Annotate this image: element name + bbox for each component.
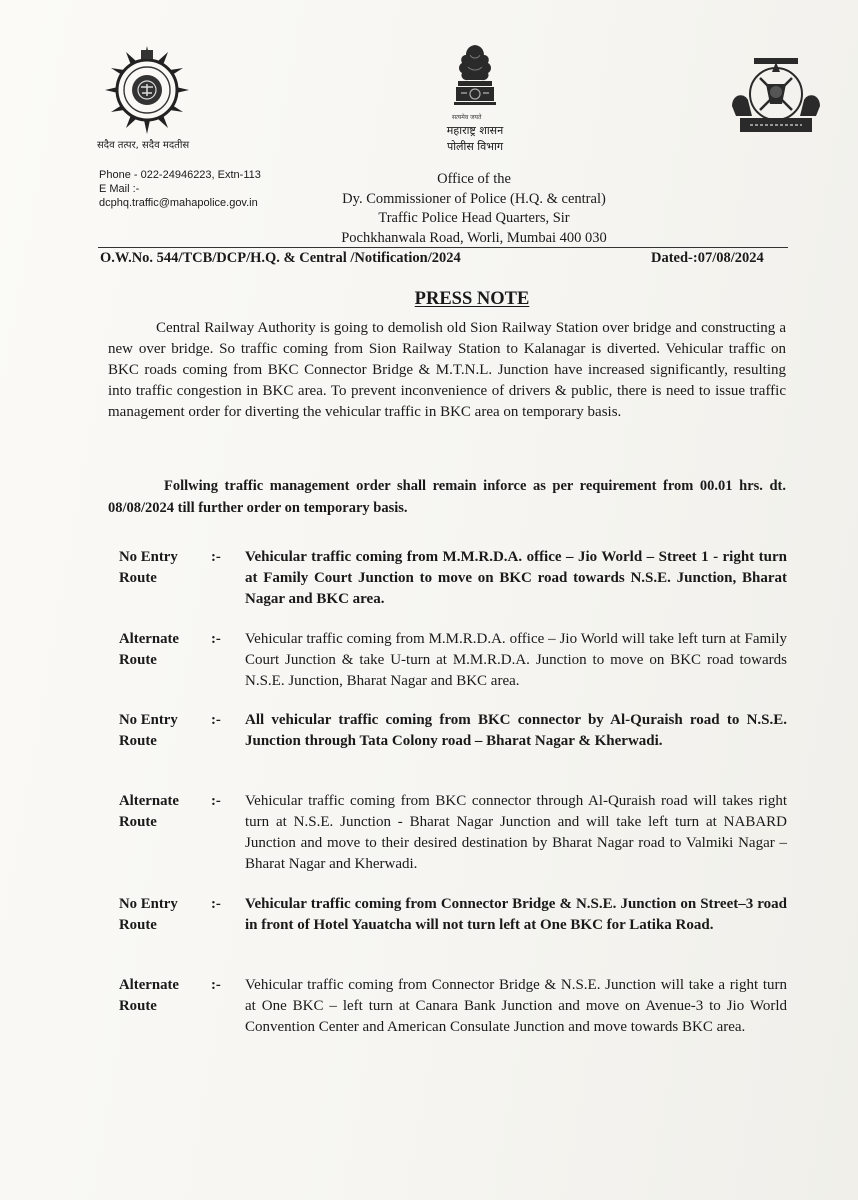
route-label: No Entry Route (119, 549, 178, 586)
office-line: Dy. Commissioner of Police (H.Q. & central) (342, 190, 606, 207)
intro-paragraph: Central Railway Authority is going to demolish old Sion Railway Station over bridge and constructing a new over bridge. So traffic coming from Sion Railway Station to Kalanagar is diverted. Vehicular traffic on BKC roads coming from BKC Connector Bridge & M.T.N.L. Junction have increased significantly, resulting into traffic congestion in BKC area. To prevent inconvenience of drivers & public, there is need to issue traffic management order for diverting the vehicular traffic in BKC area on temporary basis. (108, 320, 786, 420)
email-address: dcphq.traffic@mahapolice.gov.in (99, 197, 258, 209)
department-name: पोलीस विभाग (446, 140, 504, 153)
route-label: No Entry Route (119, 896, 178, 933)
route-text: Vehicular traffic coming from M.M.R.D.A. office – Jio World will take left turn at Family Court Junction & take U-turn at M.M.R.D.A. Junction to move on BKC road towards N.S.E. Junction, Bharat Nagar and BKC area. (245, 631, 787, 689)
mumbai-police-anniversary-logo-icon (726, 54, 826, 140)
office-line: Pochkhanwala Road, Worli, Mumbai 400 030 (341, 229, 607, 246)
route-label: Alternate Route (119, 631, 179, 668)
route-text: All vehicular traffic coming from BKC connector by Al-Quraish road to N.S.E. Junction through Tata Colony road – Bharat Nagar & Kherwadi. (245, 712, 787, 749)
office-address (280, 170, 668, 248)
reference-number: O.W.No. 544/TCB/DCP/H.Q. & Central /Notification/2024 (100, 250, 461, 266)
route-label: No Entry Route (119, 712, 178, 749)
email-label: E Mail :- (99, 183, 140, 195)
route-separator: :- (211, 977, 221, 993)
national-emblem-icon (446, 41, 504, 113)
office-line: Traffic Police Head Quarters, Sir (378, 210, 570, 226)
state-name: महाराष्ट्र शासन (446, 124, 504, 137)
route-separator: :- (211, 712, 221, 728)
route-text: Vehicular traffic coming from Connector Bridge & N.S.E. Junction on Street–3 road in front of Hotel Yauatcha will not turn left at One BKC for Latika Road. (245, 896, 787, 933)
phone-number: Phone - 022-24946223, Extn-113 (99, 169, 261, 181)
office-line: Office of the (437, 171, 511, 187)
press-note-title: PRESS NOTE (414, 289, 530, 309)
contact-details (99, 168, 261, 210)
route-text: Vehicular traffic coming from Connector Bridge & N.S.E. Junction will take a right turn at One BKC – left turn at Canara Bank Junction and move on Avenue-3 to Jio World Convention Center and American Consulate Junction and move towards BKC area. (245, 977, 787, 1035)
route-text: Vehicular traffic coming from M.M.R.D.A. office – Jio World – Street 1 - right turn at Family Court Junction to move on BKC road towards N.S.E. Junction, Bharat Nagar and BKC area. (245, 549, 787, 607)
route-text: Vehicular traffic coming from BKC connector through Al-Quraish road will takes right turn at N.S.E. Junction - Bharat Nagar Junction and will take left turn at NABARD Junction and move to their desired destination by Bharat Nagar road to Valmiki Nagar – Bharat Nagar and Kherwadi. (245, 793, 787, 872)
document-date: Dated-:07/08/2024 (651, 250, 764, 266)
route-separator: :- (211, 896, 221, 912)
route-label: Alternate Route (119, 793, 179, 830)
order-statement: Follwing traffic management order shall remain inforce as per requirement from 00.01 hrs. dt. 08/08/2024 till further order on temporary basis. (108, 478, 786, 516)
route-separator: :- (211, 631, 221, 647)
police-motto: सदैव तत्पर, सदैव मदतीस (97, 140, 190, 151)
route-separator: :- (211, 793, 221, 809)
government-name (400, 123, 550, 155)
mumbai-police-emblem-icon (103, 44, 191, 136)
route-label: Alternate Route (119, 977, 179, 1014)
route-separator: :- (211, 549, 221, 565)
header-divider (98, 247, 788, 248)
national-motto: सत्यमेव जयते (452, 114, 482, 121)
